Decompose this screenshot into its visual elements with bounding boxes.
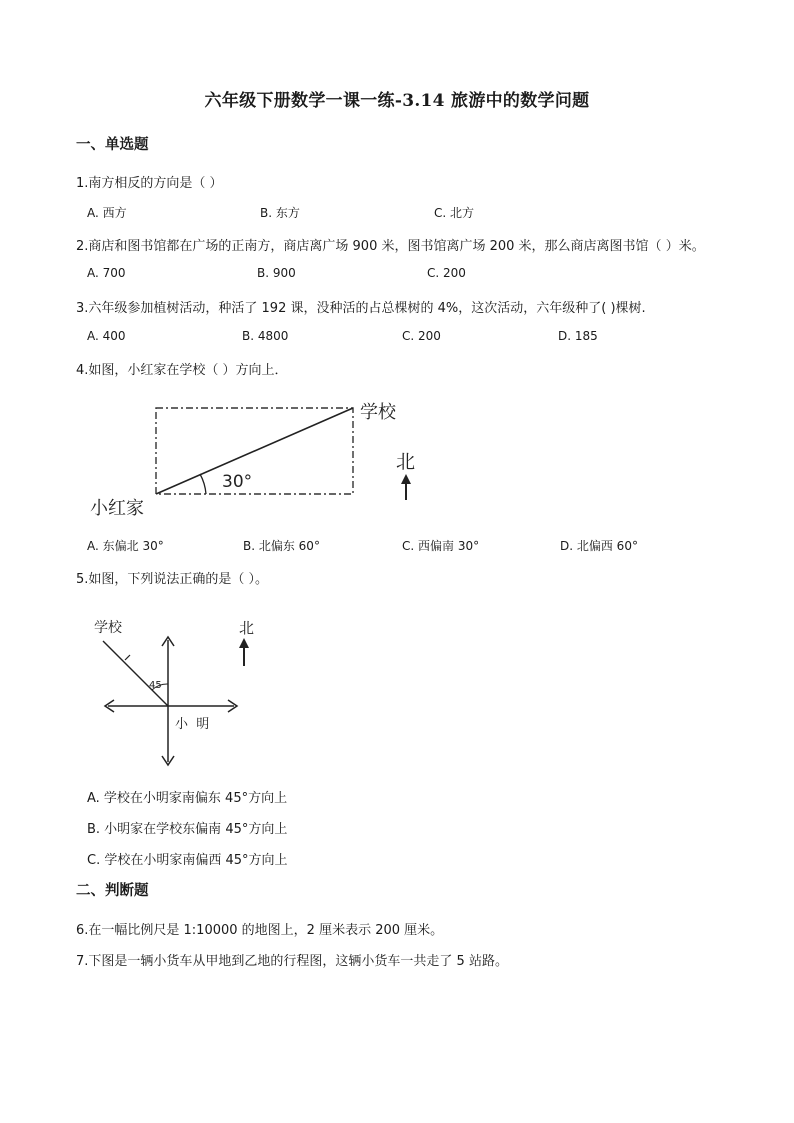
north-label: 北	[239, 619, 255, 637]
angle-30-label: 30°	[222, 472, 253, 492]
question-5-stem: 5.如图，下列说法正确的是（ ）。	[76, 572, 269, 587]
question-4-option-b[interactable]: B. 北偏东 60°	[243, 539, 320, 553]
question-1-stem: 1.南方相反的方向是（ ）	[76, 176, 223, 191]
page-title: 六年级下册数学一课一练-3.14 旅游中的数学问题	[204, 91, 590, 111]
question-4-option-c[interactable]: C. 西偏南 30°	[402, 539, 480, 553]
north-label: 北	[396, 451, 416, 473]
question-3-option-b[interactable]: B. 4800	[242, 329, 289, 343]
question-4-stem: 4.如图，小红家在学校（ ）方向上．	[76, 363, 288, 378]
school-label: 学校	[94, 620, 122, 636]
question-5-option-b[interactable]: B. 小明家在学校东偏南 45°方向上	[87, 822, 288, 837]
question-2-option-c[interactable]: C. 200	[427, 266, 466, 280]
question-5-option-a[interactable]: A. 学校在小明家南偏东 45°方向上	[87, 791, 288, 806]
start-label-xiaohong-home: 小红家	[90, 498, 144, 519]
question-7-stem: 7.下图是一辆小货车从甲地到乙地的行程图，这辆小货车一共走了 5 站路。	[76, 954, 508, 969]
question-4-option-d[interactable]: D. 北偏西 60°	[560, 539, 638, 553]
question-6-stem: 6.在一幅比例尺是 1:10000 的地图上，2 厘米表示 200 厘米。	[76, 923, 444, 938]
question-3-option-a[interactable]: A. 400	[87, 329, 126, 343]
north-arrow-icon	[239, 638, 249, 648]
xiaoming-label: 小 明	[175, 717, 210, 732]
question-2-stem: 2.商店和图书馆都在广场的正南方，商店离广场 900 米，图书馆离广场 200 米，那么商店离图书馆（ ）米。	[76, 239, 705, 254]
question-2-option-b[interactable]: B. 900	[257, 266, 296, 280]
section-single-choice: 一、单选题	[76, 136, 149, 153]
section-true-false: 二、判断题	[76, 882, 149, 899]
question-3-stem: 3.六年级参加植树活动，种活了 192 课，没种活的占总棵树的 4%，这次活动，六年级种了( )棵树.	[76, 301, 646, 316]
tick-mark	[125, 655, 130, 660]
angle-45-label: 45	[149, 680, 162, 691]
question-3-option-c[interactable]: C. 200	[402, 329, 441, 343]
question-1-option-b[interactable]: B. 东方	[260, 206, 300, 220]
school-direction-line	[103, 641, 168, 706]
question-2-option-a[interactable]: A. 700	[87, 266, 126, 280]
question-1-option-c[interactable]: C. 北方	[434, 206, 475, 220]
question-1-option-a[interactable]: A. 西方	[87, 206, 127, 220]
question-5-option-c[interactable]: C. 学校在小明家南偏西 45°方向上	[87, 853, 288, 868]
question-4-option-a[interactable]: A. 东偏北 30°	[87, 539, 164, 553]
question-3-option-d[interactable]: D. 185	[558, 329, 598, 343]
end-label-school: 学校	[360, 402, 396, 423]
